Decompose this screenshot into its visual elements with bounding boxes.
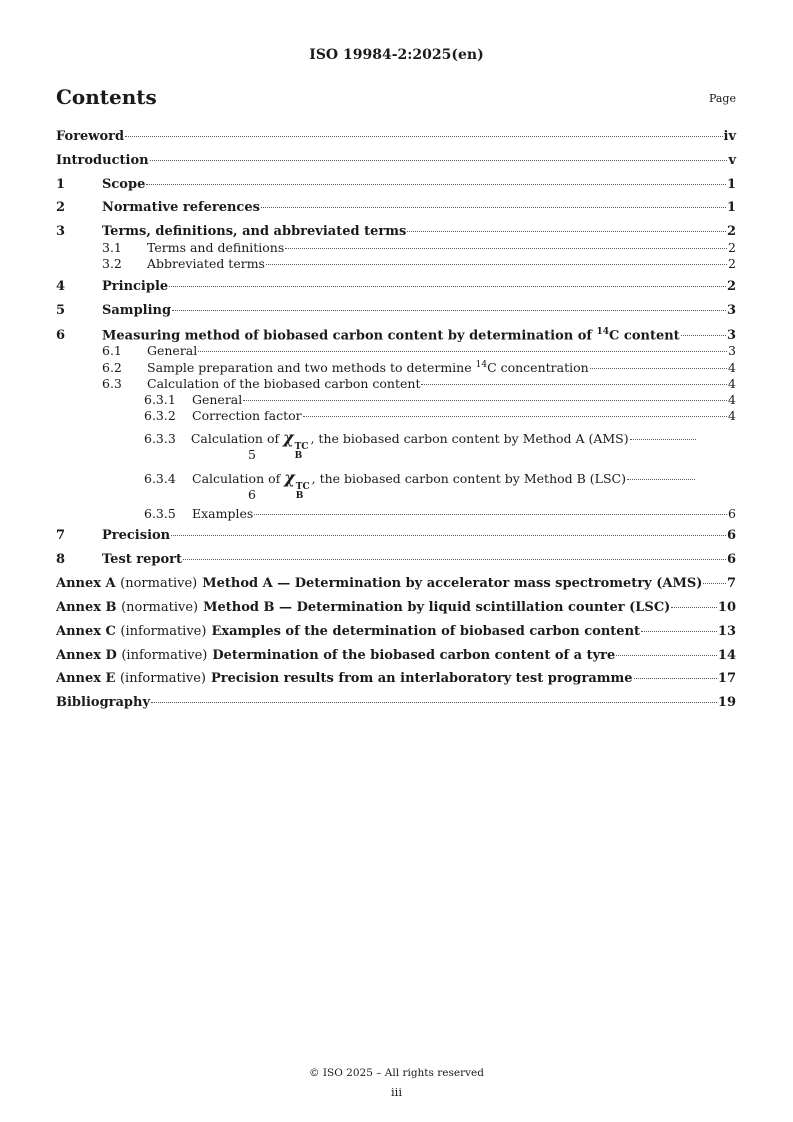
leader-dots: [421, 384, 727, 385]
chi-symbol: χ: [284, 468, 295, 487]
toc-entry-number: 6.3.5: [144, 506, 176, 521]
leader-dots: [198, 351, 727, 352]
toc-entry-foreword[interactable]: [56, 129, 736, 144]
leader-dots: [681, 335, 726, 336]
toc-entry-number: 3.2: [102, 256, 122, 271]
contents-title: Contents: [56, 85, 157, 109]
toc-entry-number: 6.1: [102, 343, 122, 358]
toc-entry-page: 14: [717, 648, 736, 663]
toc-entry-number: 6.3.1: [144, 392, 176, 407]
toc-entry-5[interactable]: [56, 303, 736, 318]
toc-entry-introduction[interactable]: [56, 153, 736, 168]
toc-entry-number: 6.3: [102, 376, 122, 391]
toc-entry-page: 13: [717, 624, 736, 639]
toc-entry-title: Sample preparation and two methods to determine $^{14}$C concentration: [147, 360, 589, 376]
toc-entry-title: Determination of the biobased carbon content of a tyre: [212, 648, 616, 663]
leader-dots: [303, 416, 727, 417]
leader-dots: [616, 655, 717, 656]
toc-entry-annex-e[interactable]: [56, 671, 736, 686]
leader-dots: [285, 248, 727, 249]
toc-entry-2[interactable]: [56, 200, 736, 215]
annex-tag: Annex D: [56, 648, 117, 663]
toc-entry-title: Abbreviated terms: [147, 256, 265, 271]
leader-dots: [171, 535, 726, 536]
toc-entry-number: 6.3.4: [144, 471, 176, 486]
toc-entry-number: 3: [56, 224, 66, 239]
leader-dots: [151, 702, 717, 703]
toc-entry-3-2[interactable]: [56, 256, 736, 271]
toc-entry-6-3[interactable]: [56, 376, 736, 391]
annex-kind: (normative): [120, 576, 198, 591]
toc-entry-page: 3: [728, 343, 736, 358]
toc-entry-annex-d[interactable]: [56, 648, 736, 663]
toc-entry-number: 1: [56, 177, 66, 192]
toc-entry-page: 5: [248, 447, 256, 462]
toc-entry-page: iv: [723, 129, 736, 144]
toc-entry-number: 6.3.2: [144, 408, 176, 423]
toc-entry-6[interactable]: [56, 327, 736, 343]
toc-entry-page: 2: [726, 279, 736, 294]
leader-dots: [266, 264, 727, 265]
toc-entry-page: 19: [717, 695, 736, 710]
toc-entry-title: Foreword: [56, 129, 125, 144]
toc-entry-3[interactable]: [56, 224, 736, 239]
toc-entry-6-3-4[interactable]: [56, 468, 696, 501]
annex-kind: (normative): [121, 600, 199, 615]
leader-dots: [630, 439, 696, 440]
leader-dots: [261, 207, 726, 208]
leader-dots: [671, 607, 717, 608]
toc-entry-6-3-2[interactable]: [56, 408, 736, 423]
toc-entry-3-1[interactable]: [56, 240, 736, 255]
leader-dots: [125, 136, 722, 137]
copyright-notice: © ISO 2025 – All rights reserved: [309, 1067, 484, 1079]
chi-symbol: χ: [283, 428, 294, 447]
leader-dots: [146, 184, 726, 185]
toc-entry-7[interactable]: [56, 528, 736, 543]
toc-entry-8[interactable]: [56, 552, 736, 567]
annex-tag: Annex C: [56, 624, 116, 639]
leader-dots: [243, 400, 727, 401]
toc-entry-title: Normative references: [102, 200, 260, 215]
toc-entry-page: 4: [728, 408, 736, 423]
toc-entry-title: General: [192, 392, 243, 407]
annex-tag: Annex A: [56, 576, 116, 591]
toc-entry-1[interactable]: [56, 177, 736, 192]
toc-entry-number: 7: [56, 528, 66, 543]
toc-entry-title: Examples: [192, 506, 254, 521]
toc-entry-page: 4: [728, 392, 736, 407]
toc-entry-title: Calculation of χ TC B , the biobased carbon content by Method A (AMS): [190, 428, 629, 461]
leader-dots: [407, 231, 726, 232]
toc-entry-6-3-5[interactable]: [56, 506, 736, 521]
toc-entry-6-3-3[interactable]: [56, 428, 696, 461]
leader-dots: [172, 310, 726, 311]
toc-entry-title: Principle: [102, 279, 169, 294]
toc-entry-page: 6: [726, 552, 736, 567]
toc-entry-title: Examples of the determination of biobased carbon content: [211, 624, 641, 639]
toc-entry-page: 17: [717, 671, 736, 686]
toc-entry-6-2[interactable]: [56, 360, 736, 375]
toc-entry-number: 6.2: [102, 360, 122, 376]
toc-entry-title: Terms and definitions: [147, 240, 285, 255]
toc-entry-title: Method A — Determination by accelerator mass spectrometry (AMS): [202, 576, 703, 591]
toc-entry-number: 4: [56, 279, 66, 294]
annex-tag: Annex B: [56, 600, 117, 615]
toc-entry-page: 4: [728, 376, 736, 391]
toc-entry-title: Bibliography: [56, 695, 151, 710]
leader-dots: [169, 286, 726, 287]
toc-entry-page: 10: [717, 600, 736, 615]
toc-entry-title: Test report: [102, 552, 183, 567]
annex-kind: (informative): [120, 624, 207, 639]
toc-entry-title: General: [147, 343, 198, 358]
toc-entry-number: 2: [56, 200, 66, 215]
toc-entry-page: 2: [728, 256, 736, 271]
toc-entry-title: Precision results from an interlaboratory test programme: [211, 671, 633, 686]
toc-entry-6-1[interactable]: [56, 343, 736, 358]
page-number: iii: [390, 1085, 403, 1099]
page-column-label: Page: [708, 92, 736, 105]
toc-entry-bibliography[interactable]: [56, 695, 736, 710]
leader-dots: [150, 160, 727, 161]
toc-entry-number: 6: [56, 328, 66, 344]
toc-entry-number: 8: [56, 552, 66, 567]
toc-entry-number: 6.3.3: [144, 431, 176, 446]
toc-entry-annex-c[interactable]: [56, 624, 736, 639]
toc-entry-title: Calculation of χ TC B , the biobased carbon content by Method B (LSC): [192, 468, 626, 501]
toc-entry-title: Introduction: [56, 153, 149, 168]
leader-dots: [627, 479, 695, 480]
toc-entry-page: 6: [248, 487, 256, 502]
toc-entry-annex-b[interactable]: [56, 600, 736, 615]
toc-entry-number: 5: [56, 303, 66, 318]
toc-entry-title: Precision: [102, 528, 171, 543]
toc-entry-page: 1: [726, 177, 736, 192]
toc-entry-page: 3: [726, 328, 736, 344]
toc-entry-6-3-1[interactable]: [56, 392, 736, 407]
toc-entry-title: Method B — Determination by liquid scintillation counter (LSC): [203, 600, 671, 615]
leader-dots: [590, 368, 727, 369]
toc-entry-title: Scope: [102, 177, 146, 192]
toc-entry-page: 2: [728, 240, 736, 255]
toc-entry-page: 1: [726, 200, 736, 215]
document-id: ISO 19984-2:2025(en): [309, 47, 484, 63]
toc-entry-4[interactable]: [56, 279, 736, 294]
toc-entry-title: Measuring method of biobased carbon content by determination of $^{14}$C content: [102, 327, 680, 344]
toc-entry-page: 6: [726, 528, 736, 543]
toc-entry-number: 3.1: [102, 240, 122, 255]
toc-entry-page: 6: [728, 506, 736, 521]
annex-kind: (informative): [119, 671, 207, 686]
toc-entry-page: 7: [726, 576, 736, 591]
toc-entry-page: 3: [726, 303, 736, 318]
toc-entry-title: Calculation of the biobased carbon content: [147, 376, 421, 391]
leader-dots: [634, 678, 717, 679]
toc-entry-title: Correction factor: [192, 408, 302, 423]
toc-entry-title: Sampling: [102, 303, 172, 318]
annex-tag: Annex E: [56, 671, 116, 686]
toc-entry-title: Terms, definitions, and abbreviated terms: [102, 224, 407, 239]
toc-entry-page: v: [728, 153, 736, 168]
toc-entry-annex-a[interactable]: [56, 576, 736, 591]
toc-entry-page: 2: [726, 224, 736, 239]
leader-dots: [703, 583, 726, 584]
annex-kind: (informative): [121, 648, 208, 663]
leader-dots: [641, 631, 717, 632]
leader-dots: [254, 514, 727, 515]
leader-dots: [183, 559, 726, 560]
toc-entry-page: 4: [728, 360, 736, 376]
